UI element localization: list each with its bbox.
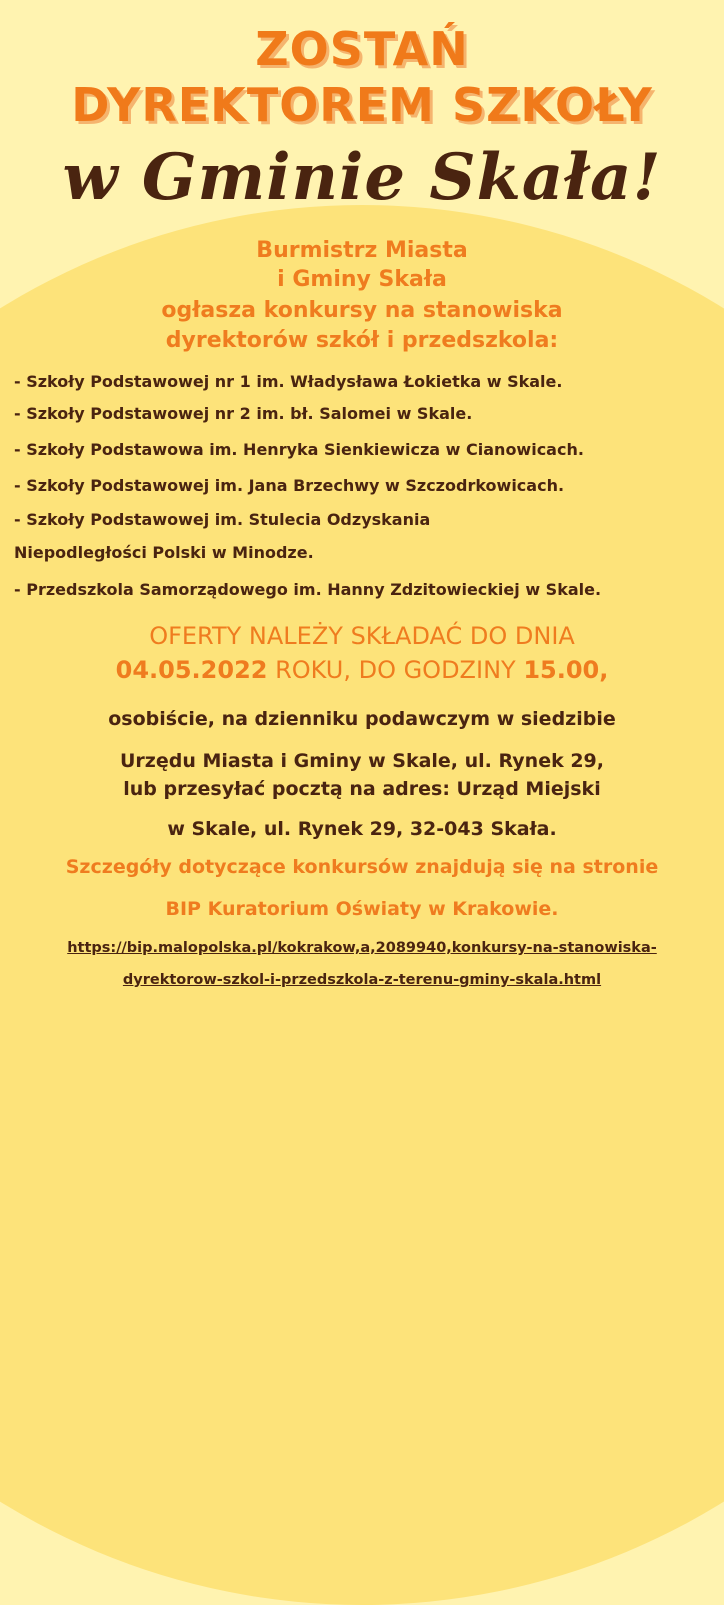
announcement-line-3: ogłasza konkursy na stanowiska	[161, 298, 563, 323]
details-line-2: BIP Kuratorium Oświaty w Krakowie.	[165, 898, 559, 920]
submission-line-1: osobiście, na dzienniku podawczym w siedzibie	[108, 708, 616, 730]
submission-line-4: w Skale, ul. Rynek 29, 32-043 Skała.	[167, 818, 557, 840]
list-item: - Szkoły Podstawowej im. Stulecia Odzyskania	[14, 510, 431, 529]
title-line-1: ZOSTAŃ	[255, 22, 469, 76]
announcement-line-2: i Gminy Skała	[277, 267, 447, 292]
deadline-date: 04.05.2022	[115, 656, 268, 684]
bip-link-line-2[interactable]: dyrektorow-szkol-i-przedszkola-z-terenu-gminy-skala.html	[122, 972, 602, 988]
deadline-line-2	[0, 656, 724, 684]
title-line-2: DYREKTOREM SZKOŁY	[71, 78, 653, 132]
announcement-line-4: dyrektorów szkół i przedszkola:	[165, 328, 559, 353]
list-item: - Szkoły Podstawowej nr 1 im. Władysława Łokietka w Skale.	[14, 372, 563, 391]
list-item: - Przedszkola Samorządowego im. Hanny Zdzitowieckiej w Skale.	[14, 580, 602, 599]
submission-line-3: lub przesyłać pocztą na adres: Urząd Miejski	[123, 778, 601, 800]
deadline-line-1: OFERTY NALEŻY SKŁADAĆ DO DNIA	[149, 622, 575, 650]
deadline-middle: ROKU, DO GODZINY	[267, 656, 524, 684]
deadline-time: 15.00,	[523, 656, 609, 684]
list-item: - Szkoły Podstawowej im. Jana Brzechwy w Szczodrkowicach.	[14, 476, 565, 495]
announcement-line-1: Burmistrz Miasta	[256, 238, 468, 263]
bip-link-line-1[interactable]: https://bip.malopolska.pl/kokrakow,a,2089940,konkursy-na-stanowiska-	[67, 940, 657, 956]
list-item: - Szkoły Podstawowej nr 2 im. bł. Salomei w Skale.	[14, 404, 473, 423]
submission-line-2: Urzędu Miasta i Gminy w Skale, ul. Rynek 29,	[119, 750, 604, 772]
title-script-line: w Gminie Skała!	[62, 140, 662, 215]
list-item: - Szkoły Podstawowa im. Henryka Sienkiewicza w Cianowicach.	[14, 440, 584, 459]
list-item: Niepodległości Polski w Minodze.	[14, 543, 314, 562]
details-line-1: Szczegóły dotyczące konkursów znajdują się na stronie	[65, 856, 659, 878]
